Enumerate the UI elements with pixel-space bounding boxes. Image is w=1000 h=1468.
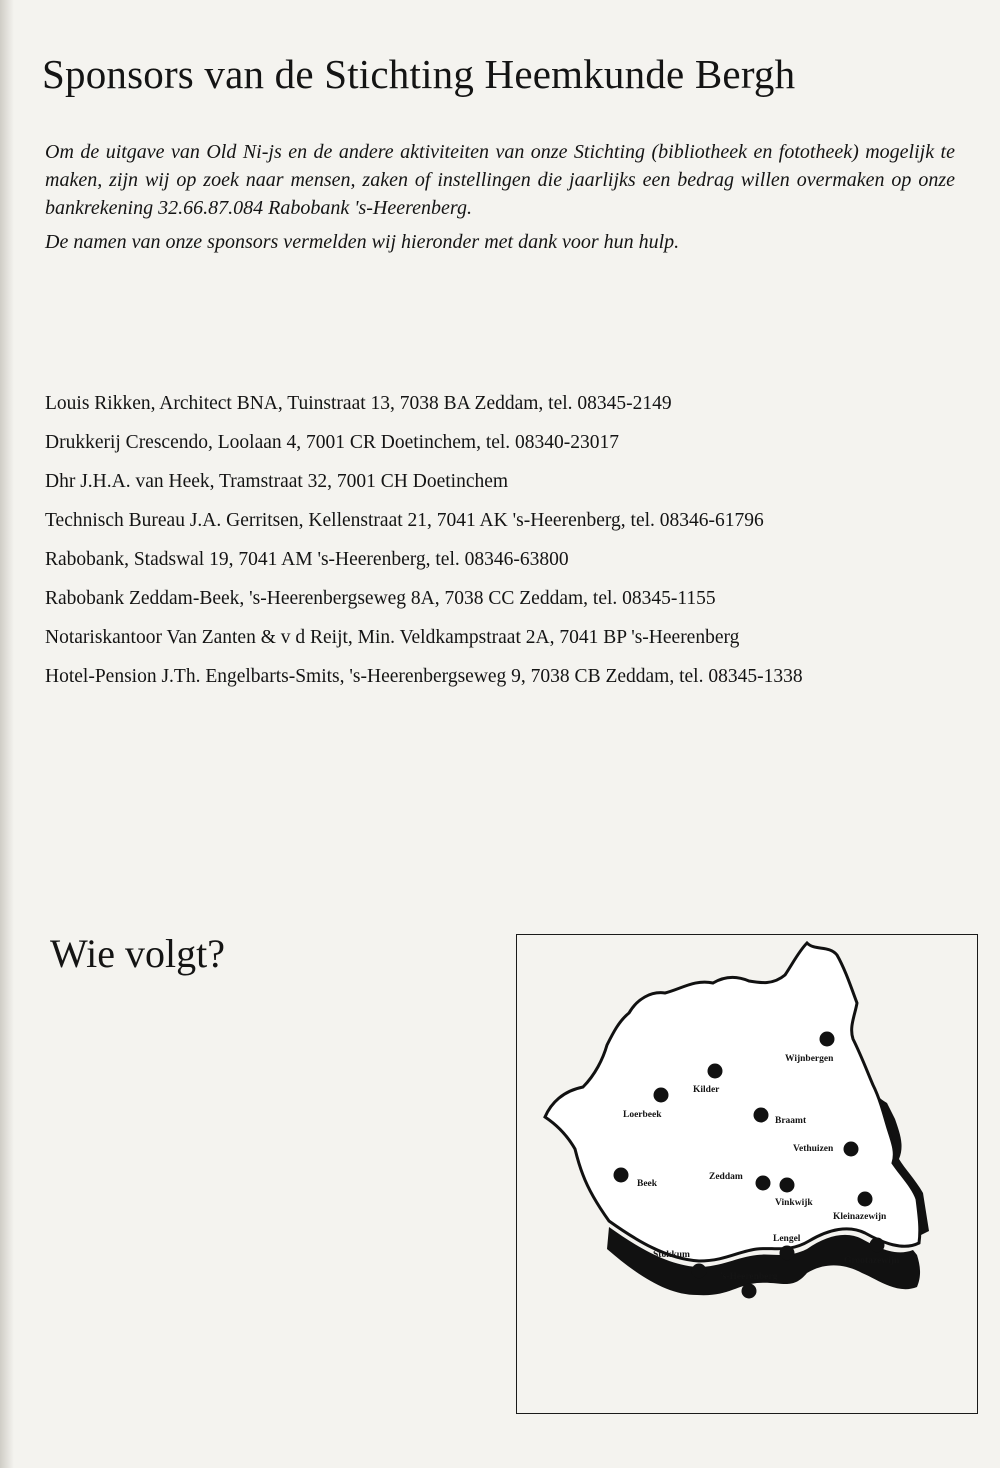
- sponsor-item: Notariskantoor Van Zanten & v d Reijt, Min. Veldkampstraat 2A, 7041 BP 's-Heerenberg: [45, 627, 740, 648]
- town-label: 's-Heerenberg: [720, 1272, 778, 1282]
- town-dot: [870, 1238, 885, 1253]
- region-map: [517, 935, 979, 1415]
- town-label: Vethuizen: [793, 1144, 834, 1154]
- town-label: Grootazewijn: [844, 1256, 900, 1266]
- section-heading: Wie volgt?: [50, 931, 225, 976]
- sponsor-item: Drukkerij Crescendo, Loolaan 4, 7001 CR Doetinchem, tel. 08340-23017: [45, 432, 620, 453]
- sponsor-item: Dhr J.H.A. van Heek, Tramstraat 32, 7001 CH Doetinchem: [45, 471, 509, 492]
- town-dot: [756, 1176, 771, 1191]
- page-title: Sponsors van de Stichting Heemkunde Bergh: [42, 51, 796, 97]
- sponsor-list: [45, 384, 803, 696]
- town-dot: [742, 1284, 757, 1299]
- town-dot: [844, 1142, 859, 1157]
- town-dot: [708, 1064, 723, 1079]
- town-label: Kilder: [693, 1085, 720, 1095]
- town-label: Wijnbergen: [785, 1054, 834, 1064]
- town-dot: [820, 1032, 835, 1047]
- town-dot: [858, 1192, 873, 1207]
- town-dot: [692, 1264, 707, 1279]
- sponsor-item: Technisch Bureau J.A. Gerritsen, Kellenstraat 21, 7041 AK 's-Heerenberg, tel. 08346-61796: [45, 510, 764, 531]
- page-edge-shadow: [0, 0, 14, 1468]
- town-label: Stokkum: [653, 1250, 690, 1260]
- town-dot: [654, 1088, 669, 1103]
- town-label: Lengel: [773, 1234, 801, 1244]
- town-dot: [754, 1108, 769, 1123]
- town-label: Beek: [637, 1179, 658, 1189]
- intro-paragraph: Om de uitgave van Old Ni-js en de andere aktiviteiten van onze Stichting (bibliotheek en fototheek) mogelijk te maken, zijn wij op zoek naar mensen, zaken of instellingen die jaarlijks een bedrag willen overmaken op onze bankrekening 32.66.87.084 Rabobank 's-Heerenberg.: [45, 141, 955, 219]
- town-label: Kleinazewijn: [833, 1212, 887, 1222]
- town-label: Zeddam: [709, 1172, 743, 1182]
- town-label: Vinkwijk: [775, 1198, 813, 1208]
- thanks-paragraph: De namen van onze sponsors vermelden wij hieronder met dank voor hun hulp.: [45, 231, 680, 253]
- sponsor-item: Louis Rikken, Architect BNA, Tuinstraat 13, 7038 BA Zeddam, tel. 08345-2149: [45, 393, 672, 414]
- town-dot: [614, 1168, 629, 1183]
- sponsor-item: Hotel-Pension J.Th. Engelbarts-Smits, 's-Heerenbergseweg 9, 7038 CB Zeddam, tel. 08345-1338: [45, 666, 803, 687]
- town-label: Loerbeek: [623, 1110, 662, 1120]
- sponsor-item: Rabobank, Stadswal 19, 7041 AM 's-Heerenberg, tel. 08346-63800: [45, 549, 569, 570]
- town-dot: [780, 1178, 795, 1193]
- town-label: Braamt: [775, 1116, 807, 1126]
- town-dot: [780, 1246, 795, 1261]
- map-frame: [516, 934, 978, 1414]
- sponsor-item: Rabobank Zeddam-Beek, 's-Heerenbergseweg 8A, 7038 CC Zeddam, tel. 08345-1155: [45, 588, 716, 609]
